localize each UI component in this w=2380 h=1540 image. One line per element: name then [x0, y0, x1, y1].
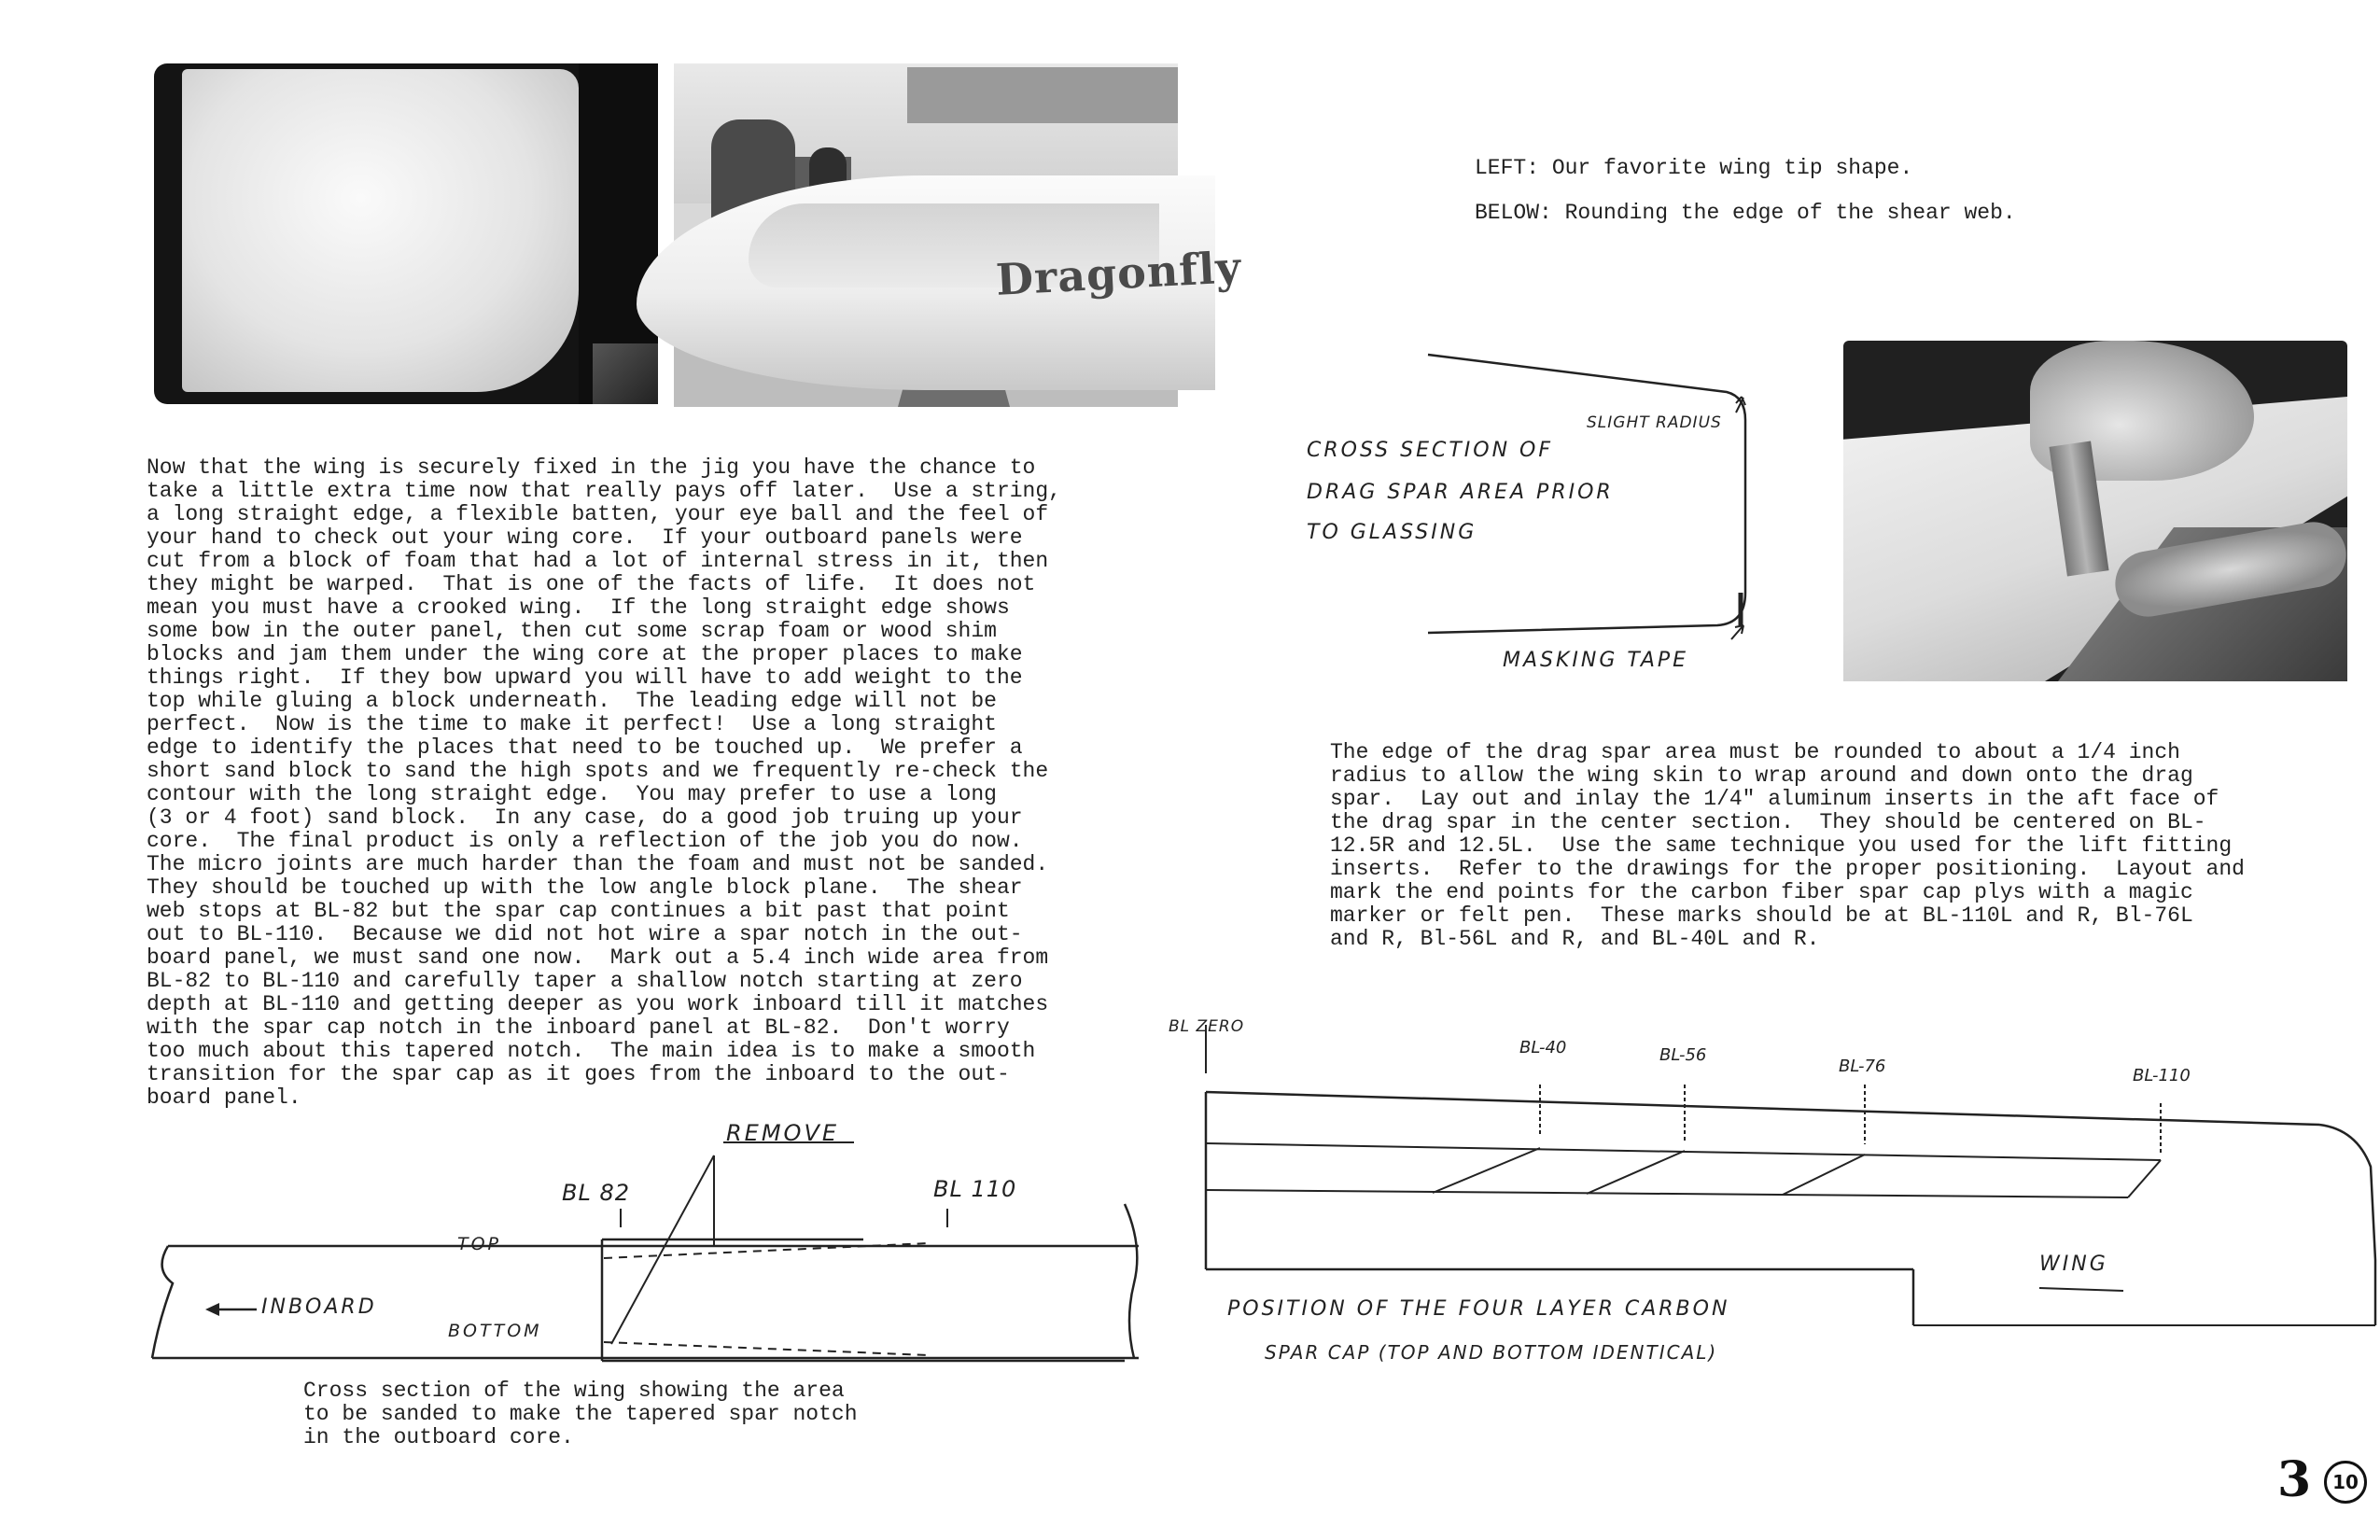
body-text-line: some bow in the outer panel, then cut some scrap foam or wood shim [147, 619, 997, 643]
body-text-line: cut from a block of foam that had a lot of internal stress in it, then [147, 549, 1049, 573]
body-text-line: your hand to check out your wing core. If your outboard panels were [147, 525, 1023, 550]
body-text-line: a long straight edge, a flexible batten, your eye ball and the feel of [147, 502, 1049, 526]
drag-spar-cross-section-sketch [1419, 345, 1755, 681]
drag-spar-title-line-1: CROSS SECTION OF [1307, 439, 1553, 462]
body-text-line: depth at BL-110 and getting deeper as you work inboard till it matches [147, 992, 1049, 1016]
body-text-line: with the spar cap notch in the inboard panel at BL-82. Don't worry [147, 1015, 1010, 1040]
caption-line: Cross section of the wing showing the area [303, 1379, 845, 1403]
body-text-right [1330, 741, 2245, 951]
bl-110-label: BL-110 [2133, 1066, 2191, 1085]
caption-line: to be sanded to make the tapered spar notch [303, 1402, 858, 1426]
notch-caption [303, 1379, 858, 1449]
body-text-line: radius to allow the wing skin to wrap around and down onto the drag [1330, 763, 2193, 788]
body-text-line: contour with the long straight edge. You may prefer to use a long [147, 782, 997, 806]
body-text-line: 12.5R and 12.5L. Use the same technique you used for the lift fitting [1330, 833, 2233, 858]
body-text-line: perfect. Now is the time to make it perfect! Use a long straight [147, 712, 997, 736]
body-text-line: too much about this tapered notch. The main idea is to make a smooth [147, 1039, 1036, 1063]
dragonfly-aircraft-photo [674, 63, 1243, 407]
page-number: 3 [2277, 1451, 2312, 1508]
body-text-line: transition for the spar cap as it goes from the inboard to the out- [147, 1062, 1010, 1086]
bl-76-label: BL-76 [1839, 1057, 1886, 1076]
body-text-line: (3 or 4 foot) sand block. In any case, do a good job truing up your [147, 805, 1023, 830]
body-text-line: mark the end points for the carbon fiber spar cap plys with a magic [1330, 880, 2193, 904]
page-number-circled: 10 [2324, 1461, 2367, 1504]
body-text-line: top while gluing a block underneath. The leading edge will not be [147, 689, 997, 713]
body-text-line: mean you must have a crooked wing. If the long straight edge shows [147, 595, 1010, 620]
body-text-line: out to BL-110. Because we did not hot wire a spar notch in the out- [147, 922, 1023, 946]
top-label: TOP [457, 1234, 502, 1254]
aircraft-logo: Dragonfly [994, 242, 1243, 305]
bl82-label: BL 82 [562, 1180, 631, 1206]
body-text-line: The edge of the drag spar area must be rounded to about a 1/4 inch [1330, 740, 2180, 764]
remove-label: REMOVE [726, 1120, 840, 1146]
spar-cap-caption-line-1: POSITION OF THE FOUR LAYER CARBON [1227, 1297, 1730, 1321]
body-text-line: web stops at BL-82 but the spar cap continues a bit past that point [147, 899, 1010, 923]
body-text-left [147, 456, 1061, 1110]
body-text-line: They should be touched up with the low angle block plane. The shear [147, 875, 1023, 900]
slight-radius-label: SLIGHT RADIUS [1587, 413, 1722, 432]
bl-zero-label: BL ZERO [1169, 1017, 1245, 1036]
body-text-line: core. The final product is only a reflection of the job you do now. [147, 829, 1023, 853]
body-text-line: short sand block to sand the high spots and we frequently re-check the [147, 759, 1049, 783]
caption-line: in the outboard core. [303, 1425, 574, 1449]
body-text-line: take a little extra time now that really pays off later. Use a string, [147, 479, 1061, 503]
caption-left-photo: LEFT: Our favorite wing tip shape. [1475, 156, 1913, 180]
caption-below-photo: BELOW: Rounding the edge of the shear web. [1475, 201, 2016, 225]
body-text-line: spar. Lay out and inlay the 1/4" aluminum inserts in the aft face of [1330, 787, 2219, 811]
drag-spar-title-line-3: TO GLASSING [1307, 521, 1477, 544]
body-text-line: the drag spar in the center section. They should be centered on BL- [1330, 810, 2206, 834]
body-text-line: blocks and jam them under the wing core at the proper places to make [147, 642, 1023, 666]
inboard-label: INBOARD [261, 1295, 377, 1319]
body-text-line: they might be warped. That is one of the facts of life. It does not [147, 572, 1036, 596]
body-text-line: and R, Bl-56L and R, and BL-40L and R. [1330, 927, 1820, 951]
wing-label: WING [2039, 1253, 2108, 1276]
body-text-line: board panel, we must sand one now. Mark out a 5.4 inch wide area from [147, 945, 1049, 970]
shear-web-photo [1843, 341, 2347, 681]
masking-tape-label: MASKING TAPE [1503, 649, 1689, 672]
body-text-line: The micro joints are much harder than the foam and must not be sanded. [147, 852, 1049, 876]
spar-cap-caption-line-2: SPAR CAP (TOP AND BOTTOM IDENTICAL) [1265, 1341, 1718, 1364]
drag-spar-title-line-2: DRAG SPAR AREA PRIOR [1307, 481, 1614, 504]
body-text-line: Now that the wing is securely fixed in the jig you have the chance to [147, 455, 1036, 480]
body-text-line: marker or felt pen. These marks should be at BL-110L and R, Bl-76L [1330, 903, 2193, 928]
body-text-line: edge to identify the places that need to be touched up. We prefer a [147, 735, 1023, 760]
bl110-label: BL 110 [933, 1176, 1017, 1202]
bl-56-label: BL-56 [1659, 1045, 1707, 1065]
bottom-label: BOTTOM [448, 1321, 542, 1341]
body-text-line: things right. If they bow upward you will have to add weight to the [147, 665, 1023, 690]
body-text-line: inserts. Refer to the drawings for the proper positioning. Layout and [1330, 857, 2245, 881]
wing-tip-shape [182, 69, 579, 392]
bl-40-label: BL-40 [1519, 1038, 1567, 1057]
body-text-line: board panel. [147, 1085, 301, 1110]
wing-tip-photo [154, 63, 658, 404]
tapered-notch-diagram [145, 1120, 1153, 1381]
body-text-line: BL-82 to BL-110 and carefully taper a shallow notch starting at zero [147, 969, 1023, 993]
